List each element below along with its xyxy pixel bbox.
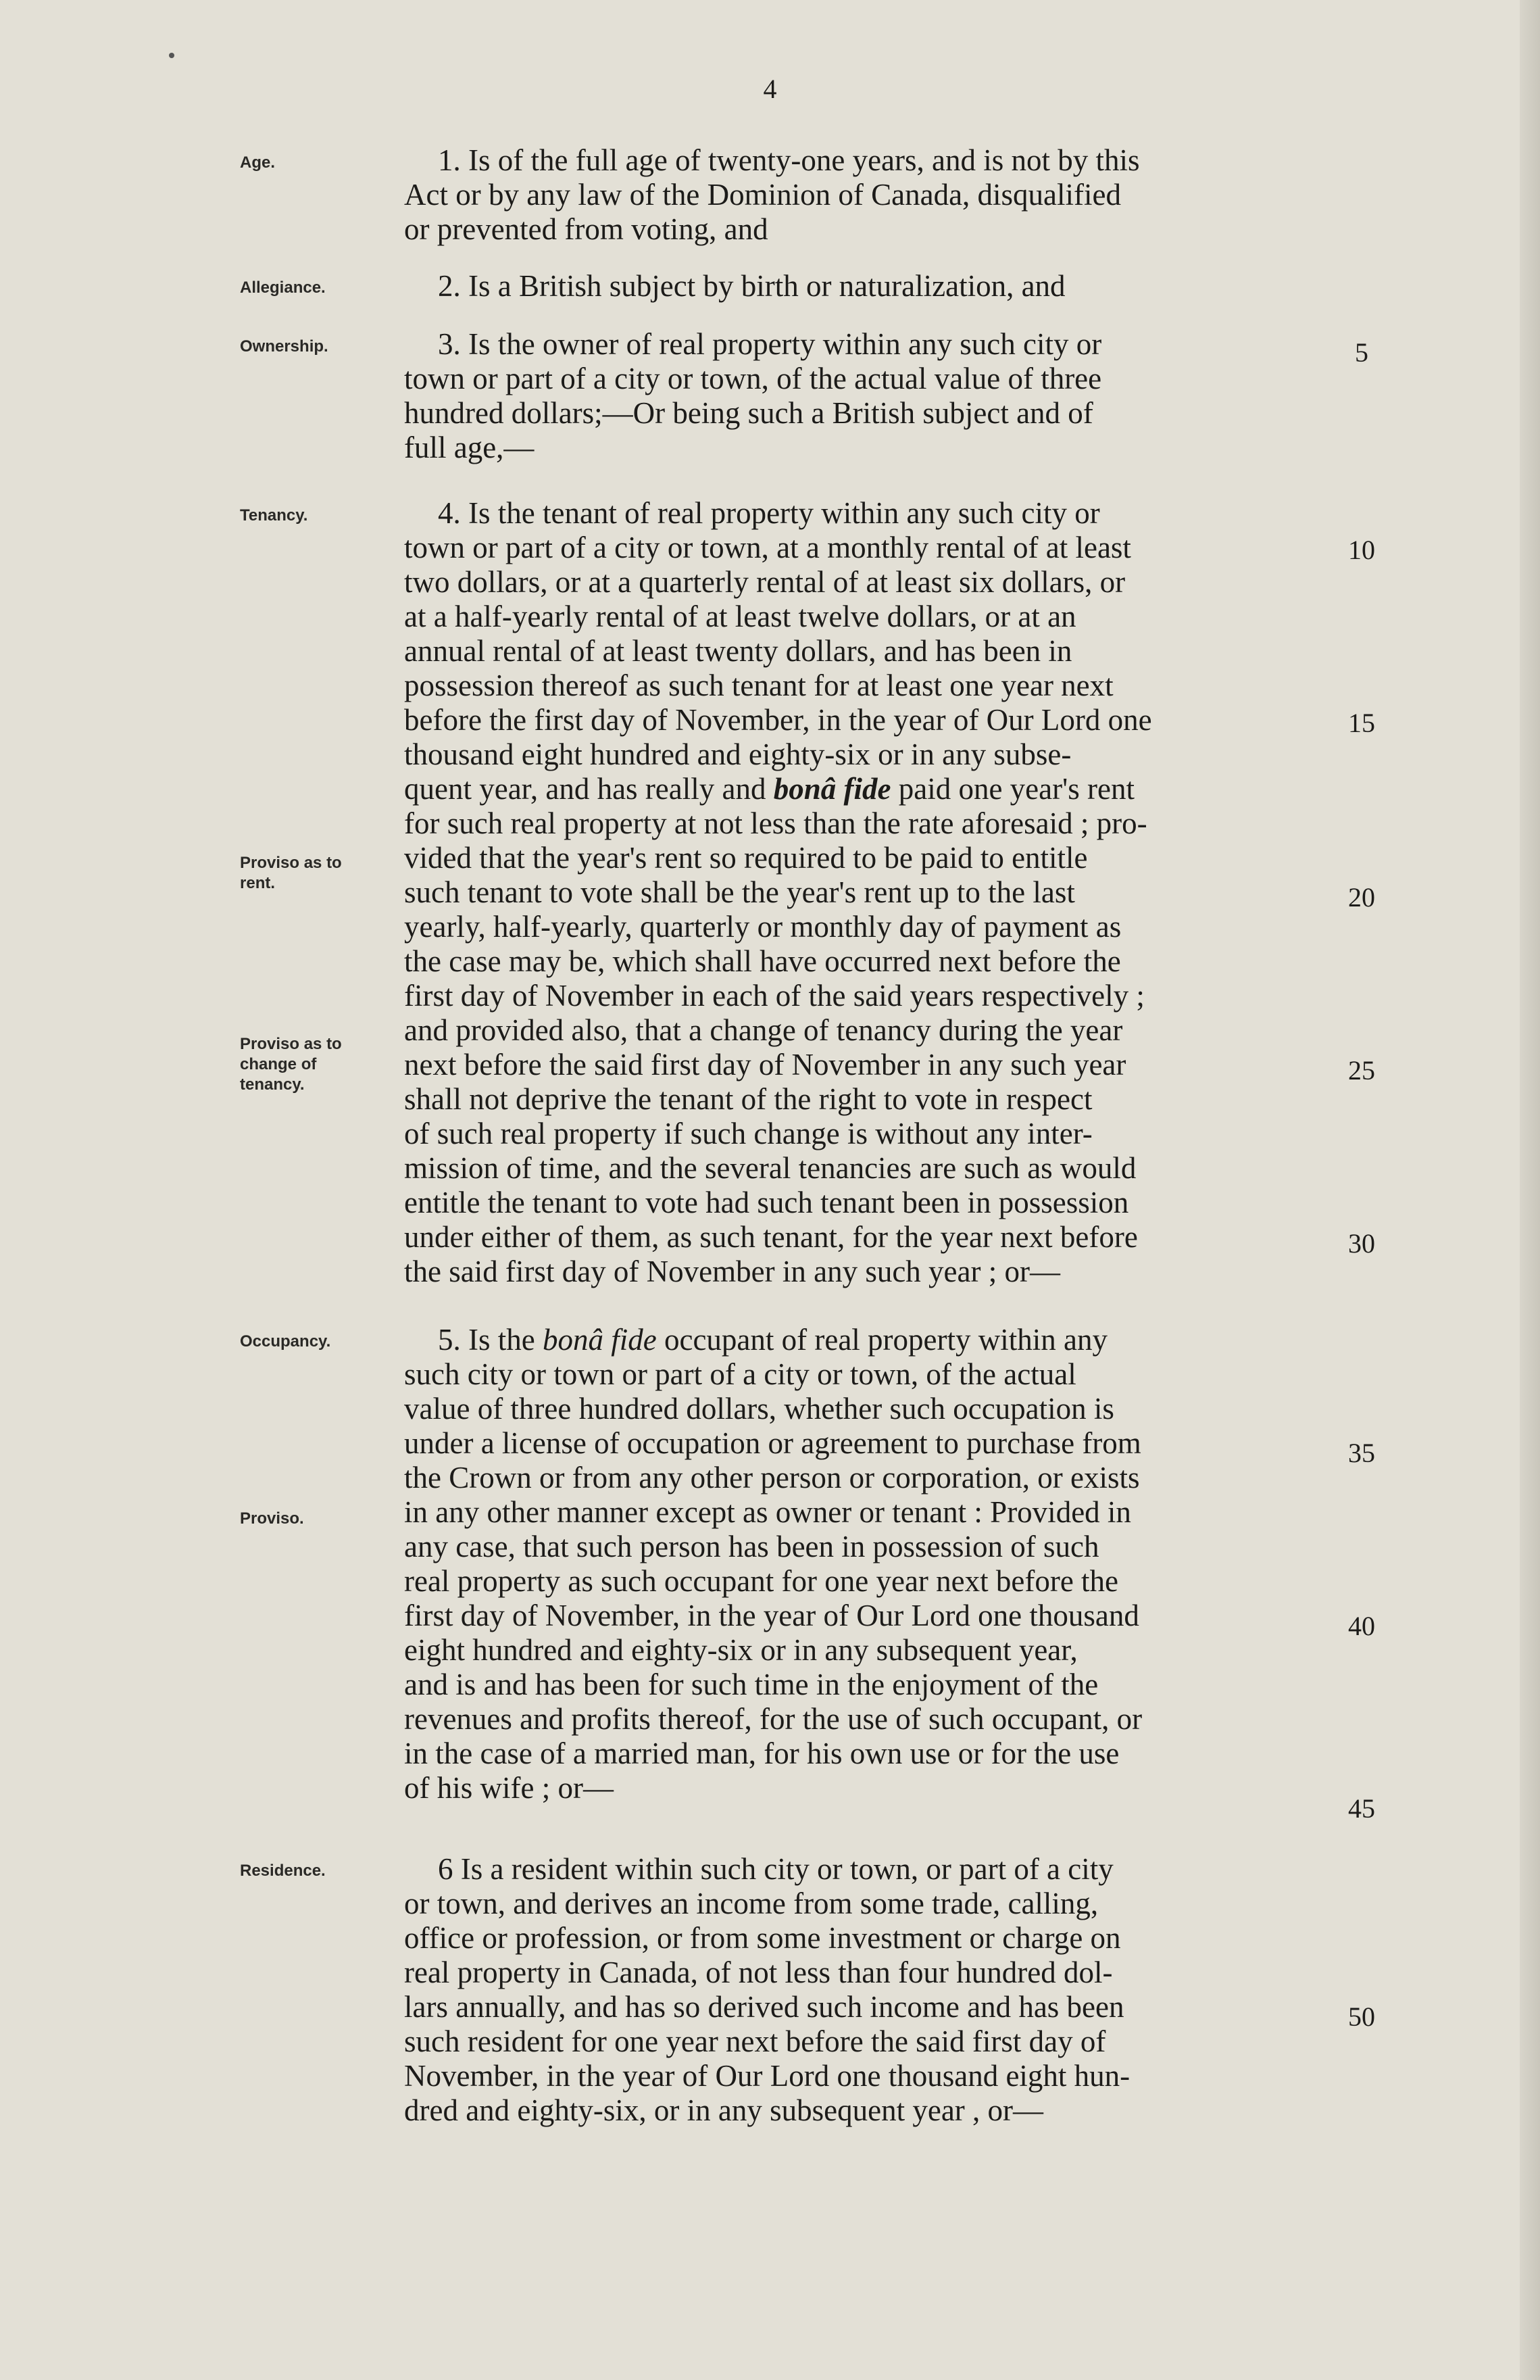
text-line: such city or town or part of a city or town, of the actual: [404, 1357, 1076, 1391]
side-note-line: tenancy.: [240, 1075, 305, 1094]
text-line: 1. Is of the full age of twenty-one years, and is not by this: [438, 143, 1140, 177]
page-edge-shadow: [1520, 0, 1540, 2380]
line-number: 45: [1348, 1793, 1375, 1824]
text-line: hundred dollars;—Or being such a British subject and of: [404, 396, 1093, 430]
text-line: full age,—: [404, 431, 535, 464]
side-note-residence: Residence.: [240, 1862, 326, 1880]
paragraph-ownership: [404, 327, 1337, 465]
paragraph-occupancy: [404, 1323, 1337, 1805]
text-line: first day of November, in the year of Our Lord one thousand: [404, 1599, 1139, 1632]
line-number: 10: [1348, 535, 1375, 565]
text-line: yearly, half-yearly, quarterly or monthly day of payment as: [404, 910, 1122, 944]
text-line: of such real property if such change is without any inter-: [404, 1117, 1093, 1150]
paragraph-age: [404, 143, 1337, 247]
text-line: 3. Is the owner of real property within any such city or: [438, 327, 1102, 361]
text-line: [404, 1323, 1337, 1357]
text-line: lars annually, and has so derived such income and has been: [404, 1990, 1124, 2024]
italic-phrase: bonâ fide: [773, 772, 891, 806]
line-number: 35: [1348, 1438, 1375, 1468]
text-line: entitle the tenant to vote had such tenant been in possession: [404, 1186, 1129, 1219]
side-note-tenancy: Tenancy.: [240, 506, 308, 525]
text-line: dred and eighty-six, or in any subsequent year , or—: [404, 2093, 1044, 2127]
side-note-age: Age.: [240, 153, 276, 172]
text-line: in any other manner except as owner or tenant : Provided in: [404, 1495, 1131, 1529]
text-line: annual rental of at least twenty dollars, and has been in: [404, 634, 1072, 668]
side-note-line: change of: [240, 1055, 317, 1073]
side-note-allegiance: Allegiance.: [240, 278, 326, 297]
text-line: 6 Is a resident within such city or town, or part of a city: [438, 1852, 1114, 1886]
text-line: or prevented from voting, and: [404, 212, 768, 246]
text-segment: 5. Is the: [438, 1323, 535, 1357]
text-line: [404, 772, 1337, 806]
text-line: and is and has been for such time in the enjoyment of the: [404, 1668, 1099, 1701]
paragraph-allegiance: [404, 269, 1337, 303]
text-line: vided that the year's rent so required to be paid to entitle: [404, 841, 1088, 875]
text-line: real property in Canada, of not less than four hundred dol-: [404, 1956, 1113, 1989]
text-line: under a license of occupation or agreement to purchase from: [404, 1426, 1141, 1460]
text-line: value of three hundred dollars, whether such occupation is: [404, 1392, 1114, 1426]
text-line: town or part of a city or town, at a monthly rental of at least: [404, 531, 1131, 564]
text-line: 4. Is the tenant of real property within any such city or: [438, 496, 1100, 530]
text-line: any case, that such person has been in possession of such: [404, 1530, 1099, 1563]
text-line: possession thereof as such tenant for at least one year next: [404, 669, 1114, 702]
line-number: 30: [1348, 1228, 1375, 1259]
text-line: such resident for one year next before the said first day of: [404, 2024, 1106, 2058]
text-line: for such real property at not less than the rate aforesaid ; pro-: [404, 806, 1147, 840]
side-note-ownership: Ownership.: [240, 337, 328, 356]
line-number: 5: [1355, 337, 1368, 368]
side-note-line: Proviso as to: [240, 1035, 342, 1053]
text-line: of his wife ; or—: [404, 1771, 614, 1805]
text-line: Act or by any law of the Dominion of Canada, disqualified: [404, 178, 1121, 212]
text-line: mission of time, and the several tenancies are such as would: [404, 1151, 1137, 1185]
text-line: office or profession, or from some investment or charge on: [404, 1921, 1121, 1955]
side-note-line: rent.: [240, 874, 276, 892]
text-segment: paid one year's rent: [898, 772, 1135, 806]
side-note-line: Proviso as to: [240, 854, 342, 872]
text-line: or town, and derives an income from some trade, calling,: [404, 1887, 1099, 1920]
text-line: and provided also, that a change of tenancy during the year: [404, 1013, 1123, 1047]
text-segment: occupant of real property within any: [664, 1323, 1108, 1357]
line-number: 20: [1348, 882, 1375, 913]
text-line: two dollars, or at a quarterly rental of at least six dollars, or: [404, 565, 1126, 599]
paragraph-tenancy: [404, 496, 1337, 1289]
text-line: 2. Is a British subject by birth or naturalization, and: [438, 269, 1066, 303]
text-line: town or part of a city or town, of the actual value of three: [404, 362, 1102, 395]
text-line: thousand eight hundred and eighty-six or in any subse-: [404, 737, 1072, 771]
paragraph-residence: [404, 1852, 1337, 2128]
text-line: before the first day of November, in the year of Our Lord one: [404, 703, 1152, 737]
side-note-proviso-tenancy: [240, 1034, 405, 1095]
side-note-occupancy: Occupancy.: [240, 1332, 331, 1351]
text-line: the Crown or from any other person or corporation, or exists: [404, 1461, 1140, 1495]
ink-speck: [169, 53, 174, 58]
line-number: 40: [1348, 1611, 1375, 1641]
text-line: such tenant to vote shall be the year's rent up to the last: [404, 875, 1075, 909]
text-line: November, in the year of Our Lord one thousand eight hun-: [404, 2059, 1131, 2093]
text-line: revenues and profits thereof, for the use of such occupant, or: [404, 1702, 1143, 1736]
text-line: eight hundred and eighty-six or in any subsequent year,: [404, 1633, 1078, 1667]
text-line: the case may be, which shall have occurred next before the: [404, 944, 1121, 978]
italic-phrase: bonâ fide: [542, 1323, 657, 1357]
text-line: the said first day of November in any such year ; or—: [404, 1255, 1060, 1288]
text-line: in the case of a married man, for his own use or for the use: [404, 1737, 1120, 1770]
side-note-proviso: Proviso.: [240, 1509, 304, 1528]
text-line: shall not deprive the tenant of the right to vote in respect: [404, 1082, 1093, 1116]
page-number: 4: [763, 74, 777, 104]
line-number: 25: [1348, 1055, 1375, 1086]
text-line: first day of November in each of the said years respectively ;: [404, 979, 1145, 1013]
text-line: real property as such occupant for one year next before the: [404, 1564, 1119, 1598]
line-number: 15: [1348, 708, 1375, 738]
text-segment: quent year, and has really and: [404, 772, 766, 806]
text-line: next before the said first day of November in any such year: [404, 1048, 1126, 1082]
side-note-proviso-rent: [240, 853, 405, 894]
line-number: 50: [1348, 2001, 1375, 2032]
text-line: under either of them, as such tenant, for the year next before: [404, 1220, 1138, 1254]
text-line: at a half-yearly rental of at least twelve dollars, or at an: [404, 600, 1076, 633]
